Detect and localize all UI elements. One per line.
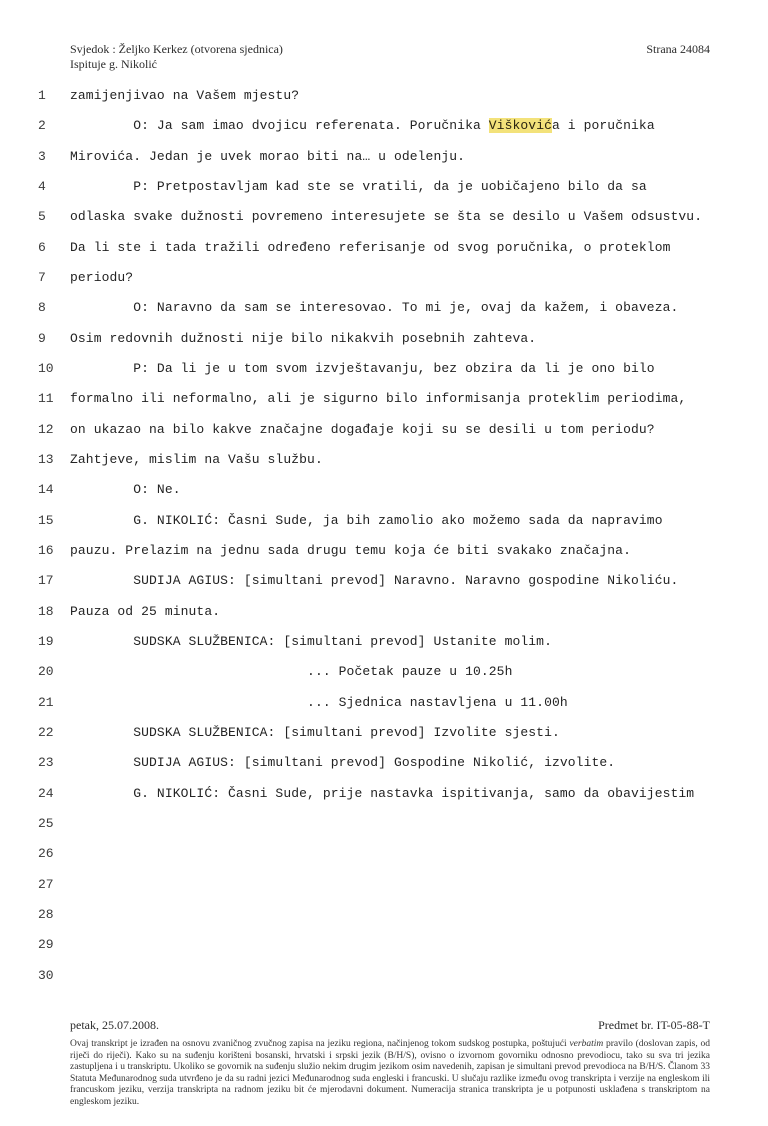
page-header	[70, 42, 710, 72]
footer-case-number: Predmet br. IT-05-88-T	[598, 1018, 710, 1032]
line-text	[70, 422, 655, 437]
transcript-line	[38, 391, 718, 421]
transcript-line	[38, 634, 718, 664]
text-segment: G. NIKOLIĆ: Časni Sude, prije nastavka ispitivanja, samo da obavijestim	[70, 785, 695, 801]
line-text	[70, 209, 702, 224]
footer-date: petak, 25.07.2008.	[70, 1018, 159, 1032]
page-footer	[70, 1018, 710, 1109]
line-number: 26	[38, 846, 54, 862]
text-segment: ... Početak pauze u 10.25h	[70, 664, 513, 680]
line-text	[70, 634, 552, 649]
line-number: 1	[38, 88, 46, 103]
search-highlight: Višković	[488, 118, 552, 134]
line-number: 22	[38, 724, 54, 740]
text-segment: Pauza od 25 minuta.	[70, 603, 221, 619]
text-segment: Mirovića. Jedan je uvek morao biti na… u odelenju.	[70, 148, 466, 164]
transcript-line	[38, 240, 718, 270]
examiner-line: Ispituje g. Nikolić	[70, 57, 157, 71]
line-number: 28	[38, 906, 54, 922]
disclaimer-text-after: pravilo (doslovan zapis, od riječi do riječi). Kako su na suđenju korišteni bosanski, hrvatski i srpski jezik (B/H/S), ovisno o izvornom govorniku odnosno prevodiocu, tako su sva tri jezika zastupljena i u transkriptu. Ukoliko se govornik na suđenju služio nekim drugim jezikom osim navedenih, zapisan je simultani prevod prevodioca na B/H/S. Članom 33 Statuta Međunarodnog suda utvrđeno je da su radni jezici Međunarodnog suda engleski i francuski. U slučaju razlike između ovog transkripta i verzije na engleskom ili francuskom jeziku, verzija transkripta na radnom jeziku bit će mjerodavni dokument. Numeracija stranica transkripta je u potpunosti usklađena s transkriptom na engleskom jeziku.	[70, 1039, 710, 1107]
line-number: 3	[38, 148, 46, 164]
text-segment: zamijenjivao na Vašem mjestu?	[70, 88, 300, 103]
line-number: 12	[38, 421, 54, 437]
line-number: 7	[38, 269, 46, 285]
text-segment: periodu?	[70, 269, 134, 285]
transcript-line	[38, 422, 718, 452]
line-number: 11	[38, 391, 54, 407]
transcript-line	[38, 88, 718, 118]
page-number: Strana 24084	[646, 42, 710, 56]
transcript-line	[38, 482, 718, 512]
line-number: 5	[38, 209, 46, 225]
transcript-line	[38, 907, 718, 937]
text-segment: a i poručnika	[552, 118, 655, 134]
disclaimer-verbatim-word: verbatim	[569, 1039, 604, 1049]
line-text	[70, 118, 655, 133]
transcript-line	[38, 664, 718, 694]
transcript-line	[38, 937, 718, 967]
disclaimer-text-before: Ovaj transkript je izrađen na osnovu zvaničnog zvučnog zapisa na jeziku regiona, načinjenog tokom sudskog postupka, poštujući	[70, 1039, 570, 1049]
line-number: 24	[38, 785, 54, 801]
footer-row	[70, 1018, 710, 1032]
text-segment: pauzu. Prelazim na jednu sada drugu temu koja će biti svakako značajna.	[70, 542, 631, 558]
line-number: 30	[38, 967, 54, 983]
line-text	[70, 300, 678, 315]
line-text	[70, 179, 647, 194]
line-number: 19	[38, 633, 54, 649]
line-text	[70, 543, 631, 558]
line-text	[70, 391, 686, 406]
text-segment: P: Pretpostavljam kad ste se vratili, da je uobičajeno bilo da sa	[70, 178, 647, 194]
transcript-body	[38, 88, 718, 998]
line-text	[70, 452, 323, 467]
transcript-line	[38, 209, 718, 239]
text-segment: G. NIKOLIĆ: Časni Sude, ja bih zamolio ako možemo sada da napravimo	[70, 512, 663, 528]
line-number: 15	[38, 512, 54, 528]
line-number: 18	[38, 603, 54, 619]
text-segment: O: Ja sam imao dvojicu referenata. Poručnika	[70, 118, 489, 134]
line-text	[70, 482, 181, 497]
line-number: 25	[38, 815, 54, 831]
text-segment: SUDSKA SLUŽBENICA: [simultani prevod] Ustanite molim.	[70, 633, 552, 649]
line-number: 8	[38, 300, 46, 316]
text-segment: O: Ne.	[70, 482, 181, 498]
line-text	[70, 331, 536, 346]
text-segment: ... Sjednica nastavljena u 11.00h	[70, 694, 568, 710]
text-segment: SUDIJA AGIUS: [simultani prevod] Naravno. Naravno gospodine Nikoliću.	[70, 573, 679, 589]
line-text	[70, 725, 560, 740]
transcript-line	[38, 118, 718, 148]
line-number: 17	[38, 573, 54, 589]
transcript-line	[38, 786, 718, 816]
transcript-line	[38, 179, 718, 209]
header-left	[70, 42, 283, 72]
footer-disclaimer	[70, 1039, 710, 1109]
text-segment: SUDSKA SLUŽBENICA: [simultani prevod] Izvolite sjesti.	[70, 724, 560, 740]
line-text	[70, 786, 694, 801]
text-segment: odlaska svake dužnosti povremeno interesujete se šta se desilo u Vašem odsustvu.	[70, 209, 703, 225]
transcript-line	[38, 755, 718, 785]
line-number: 10	[38, 360, 54, 376]
transcript-line	[38, 513, 718, 543]
line-number: 9	[38, 330, 46, 346]
text-segment: Da li ste i tada tražili određeno referisanje od svog poručnika, o proteklom	[70, 239, 671, 255]
transcript-line	[38, 331, 718, 361]
transcript-line	[38, 543, 718, 573]
transcript-line	[38, 452, 718, 482]
line-number: 27	[38, 876, 54, 892]
transcript-line	[38, 604, 718, 634]
text-segment: formalno ili neformalno, ali je sigurno bilo informisanja proteklim periodima,	[70, 391, 687, 407]
line-number: 6	[38, 239, 46, 255]
line-number: 4	[38, 178, 46, 194]
text-segment: O: Naravno da sam se interesovao. To mi je, ovaj da kažem, i obaveza.	[70, 300, 679, 316]
text-segment: SUDIJA AGIUS: [simultani prevod] Gospodine Nikolić, izvolite.	[70, 755, 616, 771]
line-text	[70, 270, 133, 285]
line-text	[70, 664, 512, 679]
text-segment: on ukazao na bilo kakve značajne događaje koji su se desili u tom periodu?	[70, 421, 655, 437]
transcript-line	[38, 725, 718, 755]
text-segment: P: Da li je u tom svom izvještavanju, bez obzira da li je ono bilo	[70, 360, 655, 376]
line-text	[70, 513, 663, 528]
line-number: 2	[38, 118, 46, 134]
text-segment: Zahtjeve, mislim na Vašu službu.	[70, 451, 323, 467]
line-number: 29	[38, 937, 54, 953]
line-number: 20	[38, 664, 54, 680]
transcript-line	[38, 573, 718, 603]
line-number: 23	[38, 755, 54, 771]
line-text	[70, 695, 568, 710]
transcript-line	[38, 361, 718, 391]
line-text	[70, 755, 615, 770]
transcript-line	[38, 816, 718, 846]
transcript-line	[38, 695, 718, 725]
line-text	[70, 361, 655, 376]
transcript-line	[38, 300, 718, 330]
transcript-line	[38, 968, 718, 998]
transcript-line	[38, 877, 718, 907]
line-number: 13	[38, 451, 54, 467]
line-number: 16	[38, 542, 54, 558]
line-text	[70, 573, 678, 588]
line-text	[70, 604, 220, 619]
transcript-line	[38, 149, 718, 179]
transcript-line	[38, 270, 718, 300]
line-text	[70, 149, 465, 164]
line-number: 21	[38, 694, 54, 710]
line-text	[70, 240, 671, 255]
witness-line: Svjedok : Željko Kerkez (otvorena sjednica)	[70, 42, 283, 56]
line-number: 14	[38, 482, 54, 498]
line-text	[70, 88, 299, 103]
text-segment: Osim redovnih dužnosti nije bilo nikakvih posebnih zahteva.	[70, 330, 537, 346]
transcript-line	[38, 846, 718, 876]
